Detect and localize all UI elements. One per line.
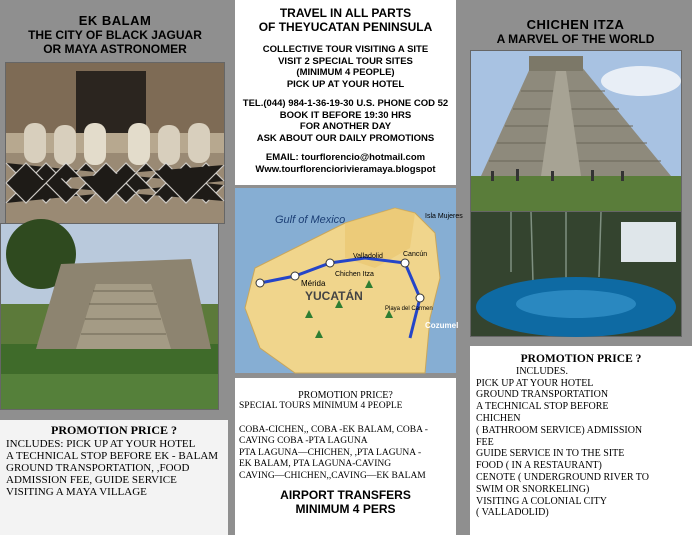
special-tour-line: EK BALAM, PTA LAGUNA-CAVING xyxy=(239,459,392,469)
email-link[interactable]: EMAIL: tourflorencio@hotmail.com xyxy=(265,152,426,163)
ek-balam-pyramid-photo xyxy=(0,223,219,410)
chichen-promo-line: ( VALLADOLID) xyxy=(476,507,549,519)
airport-transfers-title: AIRPORT TRANSFERS xyxy=(280,488,411,502)
special-promo-subheading: SPECIAL TOURS MINIMUM 4 PEOPLE xyxy=(239,401,403,411)
ek-balam-promo-heading: PROMOTION PRICE ? xyxy=(51,423,177,437)
chichen-itza-heading xyxy=(459,18,692,46)
ek-balam-promotion-box xyxy=(0,420,228,535)
ek-balam-title: EK BALAM xyxy=(78,13,152,28)
chichen-promo-line: FOOD ( IN A RESTAURANT) xyxy=(476,460,602,472)
ek-balam-subtitle-1: THE CITY OF BLACK JAGUAR xyxy=(28,28,202,42)
chichen-promo-line: A TECHNICAL STOP BEFORE xyxy=(476,401,609,413)
chichen-promo-line: SWIM OR SNORKELING) xyxy=(476,483,590,495)
map-gulf-label: Gulf of Mexico xyxy=(275,214,346,226)
tour-info-box xyxy=(235,0,456,185)
ek-balam-promo-line: A TECHNICAL STOP BEFORE EK - BALAM xyxy=(6,450,219,462)
map-city-label: Playa del Carmen xyxy=(385,306,433,312)
tour-line: (MINIMUM 4 PEOPLE) xyxy=(296,67,395,78)
chichen-promo-line: CHICHEN xyxy=(476,412,521,424)
chichen-itza-pyramid-photo xyxy=(470,50,682,212)
contact-line: BOOK IT BEFORE 19:30 HRS xyxy=(279,109,412,121)
tour-line: PICK UP AT YOUR HOTEL xyxy=(286,78,405,90)
ek-balam-promo-line: VISITING A MAYA VILLAGE xyxy=(6,486,147,498)
travel-title: TRAVEL IN ALL PARTS xyxy=(279,6,412,20)
chichen-itza-promotion-box xyxy=(470,346,692,535)
chichen-promo-line: CENOTE ( UNDERGROUND RIVER TO xyxy=(476,471,649,483)
chichen-promo-line: INCLUDES. xyxy=(516,365,568,377)
ek-balam-subtitle-2: OR MAYA ASTRONOMER xyxy=(43,42,187,56)
ek-balam-heading xyxy=(0,14,230,56)
tour-line: VISIT 2 SPECIAL TOUR SITES xyxy=(278,55,413,67)
map-city-label: Cozumel xyxy=(425,321,459,330)
phone-line: TEL.(044) 984-1-36-19-30 U.S. PHONE COD 52 xyxy=(242,98,449,109)
chichen-promo-line: ( BATHROOM SERVICE) ADMISSION xyxy=(476,424,643,436)
chichen-promo-line: GUIDE SERVICE IN TO THE SITE xyxy=(476,448,625,460)
chichen-itza-title: CHICHEN ITZA xyxy=(526,17,625,32)
travel-subtitle: OF THEYUCATAN PENINSULA xyxy=(258,20,433,34)
ek-balam-promo-line: ADMISSION FEE, GUIDE SERVICE xyxy=(6,474,177,486)
cenote-photo xyxy=(470,211,682,337)
chichen-promo-line: FEE xyxy=(476,436,494,448)
contact-line: ASK ABOUT OUR DAILY PROMOTIONS xyxy=(256,132,435,144)
ek-balam-promo-line: GROUND TRANSPORTATION, ,FOOD xyxy=(6,462,190,474)
chichen-promo-heading: PROMOTION PRICE ? xyxy=(520,353,642,365)
ek-balam-promo-line: INCLUDES: PICK UP AT YOUR HOTEL xyxy=(6,438,196,450)
website-link[interactable]: Www.tourflorenciorivieramaya.blogspot xyxy=(255,163,436,175)
special-tours-box xyxy=(235,378,456,535)
special-promo-heading: PROMOTION PRICE? xyxy=(298,390,393,401)
chichen-promo-line: VISITING A COLONIAL CITY xyxy=(476,495,608,507)
map-state-label: YUCATÁN xyxy=(305,289,363,303)
special-tour-line: CAVING—CHICHEN,,CAVING—EK BALAM xyxy=(239,470,426,481)
map-city-label: Isla Mujeres xyxy=(425,213,463,220)
map-city-label: Cancún xyxy=(403,251,428,258)
map-city-label: Chichen Itza xyxy=(335,271,374,278)
map-city-label: Valladolid xyxy=(353,253,383,260)
airport-transfers-min: MINIMUM 4 PERS xyxy=(295,502,396,516)
chichen-itza-subtitle: A MARVEL OF THE WORLD xyxy=(496,32,655,46)
special-tour-line: CAVING COBA -PTA LAGUNA xyxy=(239,436,368,446)
chichen-promo-line: PICK UP AT YOUR HOTEL xyxy=(476,377,594,389)
tour-line: COLLECTIVE TOUR VISITING A SITE xyxy=(262,44,429,55)
yucatan-map xyxy=(235,188,463,373)
special-tour-line: PTA LAGUNA—CHICHEN, ,PTA LAGUNA - xyxy=(239,447,422,458)
map-city-label: Mérida xyxy=(301,279,326,288)
chichen-promo-line: GROUND TRANSPORTATION xyxy=(476,389,609,401)
special-tour-line: COBA-CICHEN,, COBA -EK BALAM, COBA - xyxy=(239,424,428,435)
contact-line: FOR ANOTHER DAY xyxy=(299,121,392,132)
ek-balam-frieze-photo xyxy=(5,62,225,224)
